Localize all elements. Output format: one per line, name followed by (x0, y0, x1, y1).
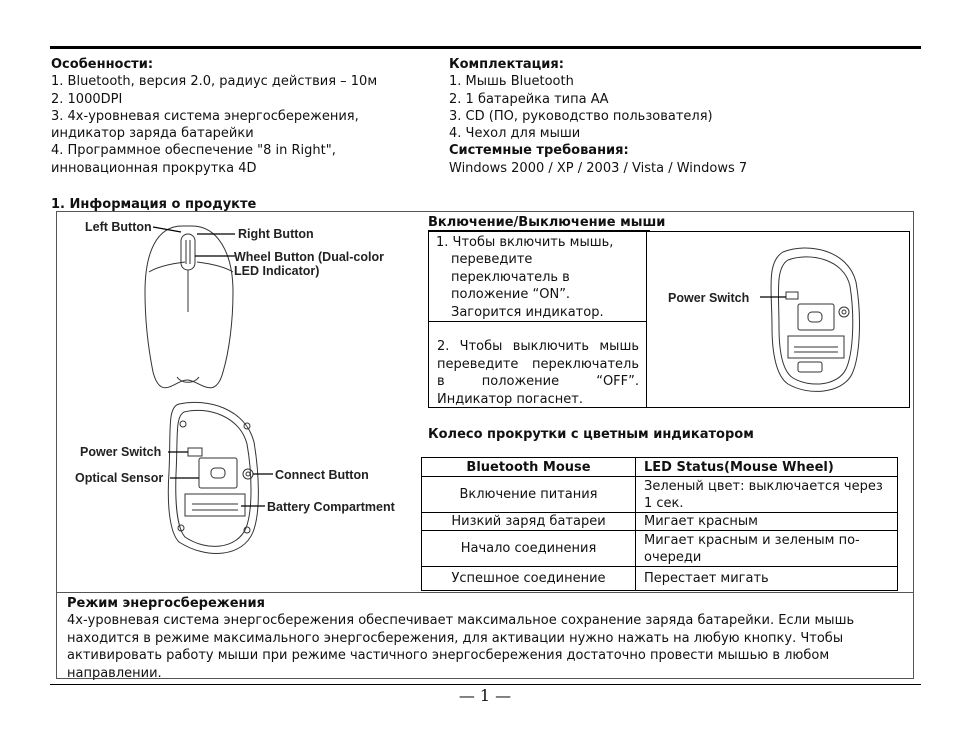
package-item: 4. Чехол для мыши (449, 126, 581, 142)
package-block (449, 56, 869, 177)
step1-line: переведите (451, 252, 533, 268)
onoff-step-2: 2. Чтобы выключить мышь переведите переключатель в положение “OFF”. Индикатор погаснет. (437, 339, 639, 407)
package-item: 3. CD (ПО, руководство пользователя) (449, 108, 713, 124)
bottom-rule (50, 684, 921, 685)
header-led-status: LED Status(Mouse Wheel) (636, 458, 898, 477)
mouse-diagram-left (57, 212, 417, 590)
section-title: 1. Информация о продукте (51, 197, 257, 212)
row-state: Начало соединения (422, 531, 636, 567)
row-status: Зеленый цвет: выключается через 1 сек. (636, 477, 898, 513)
requirements-text: Windows 2000 / XP / 2003 / Vista / Windows 7 (449, 160, 748, 176)
table-row (422, 567, 898, 591)
label-power-switch: Power Switch (80, 445, 162, 459)
package-title: Комплектация: (449, 57, 564, 72)
energy-title: Режим энергосбережения (67, 596, 265, 611)
frame-divider (56, 592, 914, 593)
requirements-title: Системные требования: (449, 143, 629, 159)
table-row (422, 531, 898, 567)
row-status: Перестает мигать (636, 567, 898, 591)
mouse-bottom-right-diagram (648, 232, 908, 407)
row-state: Успешное соединение (422, 567, 636, 591)
features-item: инновационная прокрутка 4D (51, 160, 257, 176)
label-power-switch-right: Power Switch (668, 291, 750, 305)
features-item: 1. Bluetooth, версия 2.0, радиус действия – 10м (51, 74, 378, 90)
onoff-title: Включение/Выключение мыши (428, 215, 666, 230)
features-item: 3. 4х-уровневая система энергосбережения, (51, 108, 359, 124)
wheel-title: Колесо прокрутки с цветным индикатором (428, 427, 754, 442)
features-item: 4. Программное обеспечение "8 in Right", (51, 143, 336, 159)
mouse-bottom-right-icon (771, 248, 860, 391)
label-connect-button: Connect Button (275, 468, 369, 482)
page-number: — 1 — (458, 686, 512, 705)
header-bluetooth-mouse: Bluetooth Mouse (422, 458, 636, 477)
onoff-step-1 (436, 234, 646, 321)
label-left-button: Left Button (85, 220, 152, 234)
table-header-row (422, 458, 898, 477)
row-state: Включение питания (422, 477, 636, 513)
package-item: 1. Мышь Bluetooth (449, 74, 574, 90)
label-battery-compartment: Battery Compartment (267, 500, 395, 514)
energy-text: 4х-уровневая система энергосбережения обеспечивает максимальное сохранение заряда батарейки. Если мышь находится в режиме максимального энергосбережения, для активации нужно нажать на любую кнопку. Чтобы активировать работу мыши при режиме частичного энергосбережения достаточно провести мышью в любом направлении. (67, 613, 855, 681)
features-item: 2. 1000DPI (51, 91, 123, 107)
table-row (422, 477, 898, 513)
features-item: индикатор заряда батарейки (51, 126, 254, 142)
step1-line: переключатель в (451, 269, 570, 285)
label-wheel-button: Wheel Button (Dual-color (234, 250, 384, 264)
energy-saving-block (67, 595, 917, 682)
label-optical-sensor: Optical Sensor (75, 471, 164, 485)
onoff-divider-horizontal (428, 321, 647, 322)
step1-line: положение “ON”. (451, 287, 571, 303)
step1-line: 1. Чтобы включить мышь, (436, 235, 614, 250)
package-item: 2. 1 батарейка типа АА (449, 91, 609, 107)
label-right-button: Right Button (238, 227, 314, 241)
step1-line: Загорится индикатор. (451, 304, 604, 320)
features-title: Особенности: (51, 57, 154, 72)
table-row (422, 513, 898, 531)
label-wheel-led: LED Indicator) (234, 264, 320, 278)
mouse-top-view-icon (145, 226, 233, 388)
row-status: Мигает красным (636, 513, 898, 531)
onoff-divider-vertical (646, 231, 647, 408)
led-status-table (421, 457, 898, 591)
row-state: Низкий заряд батареи (422, 513, 636, 531)
row-status: Мигает красным и зеленым по-очереди (636, 531, 898, 567)
top-rule (50, 46, 921, 49)
features-block (51, 56, 431, 177)
